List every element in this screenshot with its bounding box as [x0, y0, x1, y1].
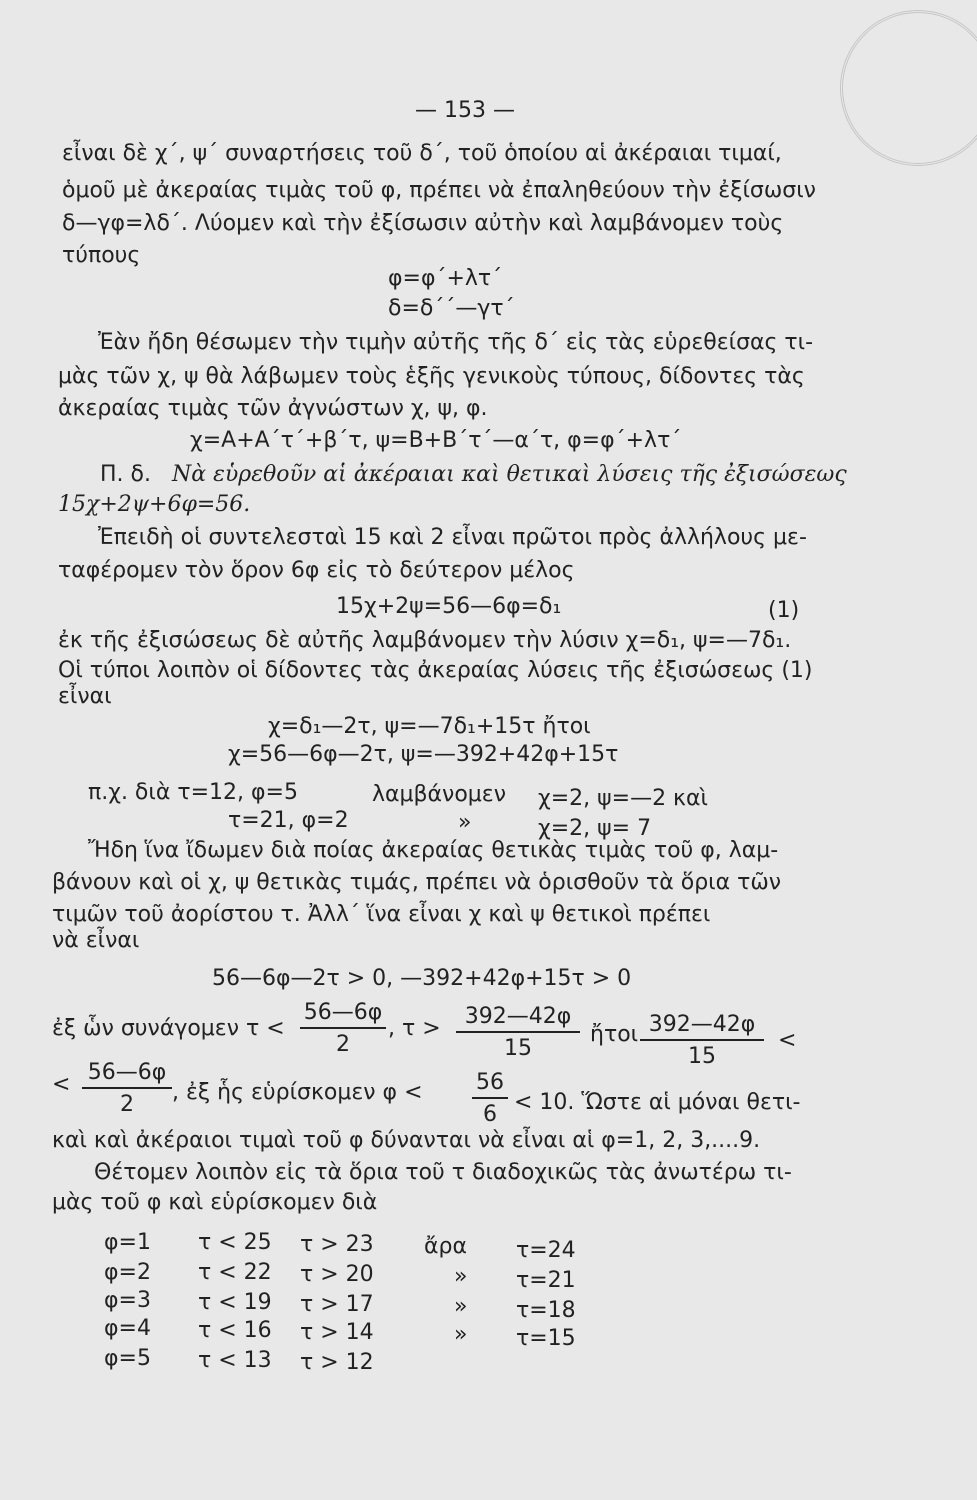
equation: 56—6φ—2τ > 0, —392+42φ+15τ > 0	[212, 966, 632, 991]
table-cell: τ > 14	[300, 1320, 374, 1345]
text-line: Οἱ τύποι λοιπὸν οἱ δίδοντες τὰς ἀκεραίας λύσεις τῆς ἐξισώσεως (1)	[58, 658, 813, 683]
fraction	[472, 1070, 508, 1130]
fraction-bar	[456, 1031, 580, 1033]
equation: χ=Α+Α΄τ΄+β΄τ, ψ=Β+Β΄τ΄—α΄τ, φ=φ΄+λτ΄	[190, 428, 682, 453]
table-cell: τ < 22	[198, 1260, 272, 1285]
fraction-numerator: 56—6φ	[303, 1000, 383, 1025]
library-stamp	[840, 10, 977, 166]
table-cell: »	[454, 1294, 468, 1319]
text-line: <	[52, 1072, 71, 1097]
text-line: τύπους	[62, 243, 141, 268]
fraction-numerator: 56—6φ	[87, 1060, 167, 1085]
table-cell: τ=24	[516, 1238, 576, 1263]
table-cell: »	[454, 1264, 468, 1289]
text-line: ἐκ τῆς ἐξισώσεως δὲ αὐτῆς λαμβάνομεν τὴν λύσιν χ=δ₁, ψ=—7δ₁.	[58, 628, 792, 653]
fraction-bar	[472, 1097, 508, 1099]
example-values: χ=2, ψ= 7	[538, 816, 652, 841]
text-line: < 10. Ὥστε αἱ μόναι θετι-	[514, 1090, 801, 1115]
text-line: Ἐπειδὴ οἱ συντελεσταὶ 15 καὶ 2 εἶναι πρῶτοι πρὸς ἀλλήλους με-	[98, 525, 807, 550]
text-line: ἀκεραίας τιμὰς τῶν ἀγνώστων χ, ψ, φ.	[58, 396, 488, 421]
text-line: ὁμοῦ μὲ ἀκεραίας τιμὰς τοῦ φ, πρέπει νὰ ἐπαληθεύουν τὴν ἐξίσωσιν	[62, 178, 816, 203]
text-line: εἶναι	[58, 684, 112, 709]
text-line: Ἤδη ἵνα ἴδωμεν διὰ ποίας ἀκεραίας θετικὰς τιμὰς τοῦ φ, λαμ-	[88, 838, 779, 863]
text-line: καὶ καὶ ἀκέραιοι τιμαὶ τοῦ φ δύνανται νὰ εἶναι αἱ φ=1, 2, 3,....9.	[52, 1128, 761, 1153]
fraction	[456, 1004, 580, 1064]
example-values: τ=21, φ=2	[228, 808, 349, 833]
equation-number: (1)	[768, 598, 800, 623]
text-line: νὰ εἶναι	[52, 928, 140, 953]
fraction-denominator: 6	[483, 1102, 497, 1127]
table-cell: τ > 20	[300, 1262, 374, 1287]
equation: φ=φ΄+λτ΄	[388, 266, 503, 291]
fraction-bar	[640, 1039, 764, 1041]
text-line: Ἐὰν ἤδη θέσωμεν τὴν τιμὴν αὐτῆς τῆς δ΄ εἰς τὰς εὑρεθείσας τι-	[98, 330, 814, 355]
fraction	[82, 1060, 172, 1120]
table-cell: τ < 16	[198, 1318, 272, 1343]
fraction-denominator: 15	[688, 1044, 716, 1069]
example-equation: 15χ+2ψ+6φ=56.	[58, 492, 251, 517]
text-line: ταφέρομεν τὸν ὅρον 6φ εἰς τὸ δεύτερον μέλος	[58, 558, 575, 583]
example-values: π.χ. διὰ τ=12, φ=5	[88, 780, 298, 805]
fraction-bar	[82, 1087, 172, 1089]
text-line: Θέτομεν λοιπὸν εἰς τὰ ὅρια τοῦ τ διαδοχικῶς τὰς ἀνωτέρω τι-	[94, 1160, 792, 1185]
table-cell: τ=18	[516, 1298, 576, 1323]
text-line: ἐξ ὧν συνάγομεν τ <	[52, 1016, 285, 1041]
table-cell: τ > 17	[300, 1292, 374, 1317]
table-cell: φ=3	[104, 1288, 151, 1313]
text-line: ἤτοι	[590, 1022, 639, 1047]
fraction	[640, 1012, 764, 1072]
fraction-numerator: 392—42φ	[648, 1012, 756, 1037]
equation: χ=56—6φ—2τ, ψ=—392+42φ+15τ	[228, 742, 619, 767]
text-line: μὰς τῶν χ, ψ θὰ λάβωμεν τοὺς ἑξῆς γενικοὺς τύπους, δίδοντες τὰς	[58, 364, 805, 389]
example-label: Π. δ.	[100, 462, 151, 487]
text-line: μὰς τοῦ φ καὶ εὑρίσκομεν διὰ	[52, 1190, 378, 1215]
table-cell: ἄρα	[424, 1234, 467, 1259]
fraction-bar	[300, 1027, 386, 1029]
text-line: τιμῶν τοῦ ἀορίστου τ. Ἀλλ΄ ἵνα εἶναι χ καὶ ψ θετικοὶ πρέπει	[52, 902, 711, 927]
fraction-denominator: 15	[504, 1036, 532, 1061]
example-text: Νὰ εὑρεθοῦν αἱ ἀκέραιαι καὶ θετικαὶ λύσεις τῆς ἐξισώσεως	[172, 462, 847, 487]
table-cell: φ=2	[104, 1260, 151, 1285]
equation: 15χ+2ψ=56—6φ=δ₁	[336, 594, 562, 619]
table-cell: φ=1	[104, 1230, 151, 1255]
text-line: , ἐξ ἧς εὑρίσκομεν φ <	[172, 1080, 423, 1105]
table-cell: τ < 19	[198, 1290, 272, 1315]
table-cell: φ=4	[104, 1316, 151, 1341]
table-cell: φ=5	[104, 1346, 151, 1371]
equation: χ=δ₁—2τ, ψ=—7δ₁+15τ ἤτοι	[268, 714, 591, 739]
table-cell: τ=15	[516, 1326, 576, 1351]
text-line: βάνουν καὶ οἱ χ, ψ θετικὰς τιμάς, πρέπει νὰ ὁρισθοῦν τὰ ὅρια τῶν	[52, 870, 782, 895]
table-cell: τ < 13	[198, 1348, 272, 1373]
table-cell: τ > 12	[300, 1350, 374, 1375]
table-cell: τ < 25	[198, 1230, 272, 1255]
table-cell: »	[454, 1322, 468, 1347]
text-line: <	[778, 1028, 797, 1053]
table-cell: τ > 23	[300, 1232, 374, 1257]
equation: δ=δ΄΄—γτ΄	[388, 296, 515, 321]
fraction-numerator: 56	[476, 1070, 504, 1095]
fraction	[300, 1000, 386, 1060]
fraction-numerator: 392—42φ	[464, 1004, 572, 1029]
page-number: — 153 —	[415, 98, 515, 123]
example-values: »	[458, 810, 472, 835]
example-values: χ=2, ψ=—2 καὶ	[538, 786, 708, 811]
fraction-denominator: 2	[120, 1092, 134, 1117]
text-line: εἶναι δὲ χ΄, ψ΄ συναρτήσεις τοῦ δ΄, τοῦ ὁποίου αἱ ἀκέραιαι τιμαί,	[62, 141, 782, 166]
text-line: , τ >	[388, 1016, 441, 1041]
example-values: λαμβάνομεν	[372, 782, 506, 807]
text-line: δ—γφ=λδ΄. Λύομεν καὶ τὴν ἐξίσωσιν αὐτὴν καὶ λαμβάνομεν τοὺς	[62, 211, 784, 236]
table-cell: τ=21	[516, 1268, 576, 1293]
fraction-denominator: 2	[336, 1032, 350, 1057]
